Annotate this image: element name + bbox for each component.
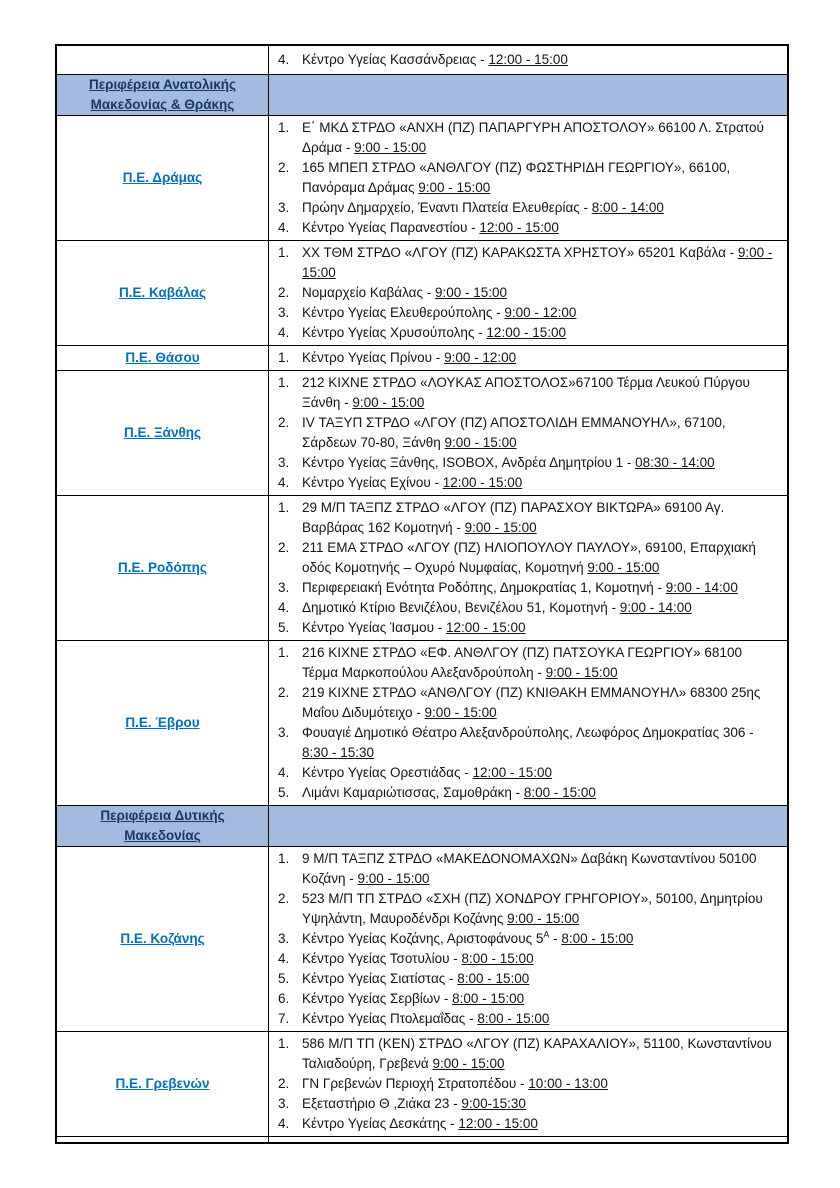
time-range: 8:00 - 15:00 [452, 991, 525, 1006]
location-text [302, 578, 781, 598]
location-item [269, 453, 781, 473]
location-item [269, 323, 781, 343]
location-name: Κέντρο Υγείας Δεσκάτης - [302, 1116, 459, 1131]
time-range: 8:00 - 15:00 [457, 971, 530, 986]
location-item [269, 413, 781, 453]
time-range: 9:00 - 15:00 [302, 245, 773, 280]
time-range: 9:00 - 15:00 [587, 560, 660, 575]
location-item [269, 198, 781, 218]
location-item [269, 538, 781, 578]
location-name: Φουαγιέ Δημοτικό Θέατρο Αλεξανδρούπολης, Λεωφόρος Δημοκρατίας 306 - [302, 725, 754, 740]
time-range: 9:00 - 15:00 [444, 435, 517, 450]
region-row [56, 116, 788, 241]
location-item [269, 158, 781, 198]
region-name-cell [56, 346, 269, 371]
location-item [269, 783, 781, 803]
location-item [269, 578, 781, 598]
location-text [302, 889, 781, 929]
separator-text: - [549, 931, 562, 946]
time-range: 9:00 - 14:00 [619, 600, 692, 615]
region-row [56, 496, 788, 641]
table-body [56, 45, 788, 1143]
item-number: 2. [278, 540, 290, 555]
section-header-label[interactable]: Περιφέρεια Δυτικής Μακεδονίας [100, 808, 225, 843]
location-text [302, 198, 781, 218]
location-item [269, 50, 781, 70]
empty-cell [56, 1137, 269, 1144]
item-number: 3. [278, 931, 290, 946]
item-number: 3. [278, 200, 290, 215]
locations-cell [269, 45, 789, 75]
item-number: 4. [278, 765, 290, 780]
location-item [269, 598, 781, 618]
location-name: 165 ΜΠΕΠ ΣΤΡΔΟ «ΑΝΘΛΓΟΥ (ΠΖ) ΦΩΣΤΗΡΙΔΗ ΓΕΩΡΓΙΟΥ», 66100, Πανόραμα Δράμας [302, 160, 731, 195]
location-name: 9 Μ/Π ΤΑΞΠΖ ΣΤΡΔΟ «ΜΑΚΕΔΟΝΟΜΑΧΩΝ» Δαβάκη Κωνσταντίνου 50100 Κοζάνη - [302, 851, 757, 886]
item-number: 5. [278, 971, 290, 986]
time-range: 12:00 - 15:00 [442, 475, 523, 490]
region-name-cell [56, 496, 269, 641]
item-number: 1. [278, 350, 290, 365]
item-number: 1. [278, 245, 290, 260]
location-item [269, 373, 781, 413]
location-item [269, 889, 781, 929]
location-text [302, 453, 781, 473]
item-number: 1. [278, 645, 290, 660]
location-item [269, 1114, 781, 1134]
time-range: 9:00 - 15:00 [545, 665, 618, 680]
location-item [269, 473, 781, 493]
location-name: Νομαρχείο Καβάλας - [302, 285, 435, 300]
region-link[interactable]: Π.Ε. Γρεβενών [115, 1076, 210, 1091]
time-range: 12:00 - 15:00 [445, 620, 526, 635]
item-number: 1. [278, 375, 290, 390]
time-range: 9:00 - 15:00 [464, 520, 537, 535]
location-name: 586 Μ/Π ΤΠ (ΚΕΝ) ΣΤΡΔΟ «ΛΓΟΥ (ΠΖ) ΚΑΡΑΧΑΛΙΟΥ», 51100, Κωνσταντίνου Ταλιαδούρη, Γρεβενά [302, 1036, 772, 1071]
time-range: 9:00-15:30 [461, 1096, 526, 1111]
location-name: 212 ΚΙΧΝΕ ΣΤΡΔΟ «ΛΟΥΚΑΣ ΑΠΟΣΤΟΛΟΣ»67100 Τέρμα Λευκού Πύργου Ξάνθη - [302, 375, 750, 410]
location-name: Κέντρο Υγείας Τσοτυλίου - [302, 951, 462, 966]
location-name: Κέντρο Υγείας Κασσάνδρειας - [302, 52, 489, 67]
location-text [302, 683, 781, 723]
item-number: 1. [278, 120, 290, 135]
partial-row [56, 1137, 788, 1144]
region-link[interactable]: Π.Ε. Έβρου [125, 715, 200, 730]
time-range: 9:00 - 15:00 [418, 180, 491, 195]
item-number: 1. [278, 500, 290, 515]
item-number: 3. [278, 455, 290, 470]
time-range: 12:00 - 15:00 [486, 325, 566, 340]
location-name: Δημοτικό Κτίριο Βενιζέλου, Βενιζέλου 51, Κομοτηνή - [302, 600, 620, 615]
location-name: Περιφερειακή Ενότητα Ροδόπης, Δημοκρατίας 1, Κομοτηνή - [302, 580, 666, 595]
item-number: 4. [278, 52, 290, 67]
location-text [302, 243, 781, 283]
region-name-cell [56, 45, 269, 75]
item-number: 5. [278, 785, 290, 800]
location-text [302, 598, 781, 618]
region-link[interactable]: Π.Ε. Καβάλας [119, 285, 206, 300]
location-item [269, 949, 781, 969]
section-header-cell [56, 806, 269, 847]
location-text [302, 763, 781, 783]
location-name: Κέντρο Υγείας Ξάνθης, ISOBOX, Ανδρέα Δημητρίου 1 - [302, 455, 636, 470]
location-name: 211 ΕΜΑ ΣΤΡΔΟ «ΛΓΟΥ (ΠΖ) ΗΛΙΟΠΟΥΛΟΥ ΠΑΥΛΟΥ», 69100, Επαρχιακή οδός Κομοτηνής – Οχυρό Νυμφαίας, Κομοτηνή [302, 540, 756, 575]
location-name: Κέντρο Υγείας Παρανεστίου - [302, 220, 480, 235]
location-name: Κέντρο Υγείας Χρυσούπολης - [302, 325, 487, 340]
location-name: Εξεταστήριο Θ ,Ζιάκα 23 - [302, 1096, 462, 1111]
region-link[interactable]: Π.Ε. Ξάνθης [123, 425, 202, 440]
location-item [269, 283, 781, 303]
location-text [302, 348, 781, 368]
locations-cell [269, 116, 789, 241]
location-item [269, 1094, 781, 1114]
location-item [269, 348, 781, 368]
location-name: Κέντρο Υγείας Ορεστιάδας - [302, 765, 473, 780]
time-range: 12:00 - 15:00 [488, 52, 568, 67]
location-text [302, 373, 781, 413]
time-range: 9:00 - 15:00 [354, 140, 427, 155]
time-range: 8:00 - 14:00 [591, 200, 664, 215]
location-name: Κέντρο Υγείας Ελευθερούπολης - [302, 305, 505, 320]
section-header-row [56, 75, 788, 116]
location-item [269, 303, 781, 323]
region-link[interactable]: Π.Ε. Θάσου [125, 350, 200, 365]
location-text [302, 158, 781, 198]
region-row [56, 241, 788, 346]
section-header-empty-cell [269, 75, 789, 116]
location-text [302, 929, 781, 949]
region-name-cell [56, 847, 269, 1032]
item-number: 2. [278, 891, 290, 906]
item-number: 2. [278, 415, 290, 430]
time-range: 9:00 - 15:00 [424, 705, 497, 720]
time-range: 12:00 - 15:00 [458, 1116, 538, 1131]
location-name: ΧΧ ΤΘΜ ΣΤΡΔΟ «ΛΓΟΥ (ΠΖ) ΚΑΡΑΚΩΣΤΑ ΧΡΗΣΤΟΥ» 65201 Καβάλα - [302, 245, 738, 260]
item-number: 3. [278, 305, 290, 320]
location-text [302, 303, 781, 323]
location-item [269, 763, 781, 783]
locations-cell [269, 496, 789, 641]
location-text [302, 1094, 781, 1114]
location-item [269, 683, 781, 723]
region-row [56, 1032, 788, 1137]
region-row [56, 346, 788, 371]
item-number: 2. [278, 1076, 290, 1091]
location-item [269, 1034, 781, 1074]
region-name-cell [56, 641, 269, 806]
locations-cell [269, 1032, 789, 1137]
location-item [269, 218, 781, 238]
time-range: 8:00 - 15:00 [461, 951, 534, 966]
location-name: Κέντρο Υγείας Ίασμου - [302, 620, 446, 635]
item-number: 4. [278, 325, 290, 340]
location-item [269, 989, 781, 1009]
location-name: Κέντρο Υγείας Πτολεμαΐδας - [302, 1011, 478, 1026]
location-item [269, 1009, 781, 1029]
region-name-cell [56, 116, 269, 241]
item-number: 4. [278, 220, 290, 235]
item-number: 6. [278, 991, 290, 1006]
location-text [302, 1114, 781, 1134]
location-text [302, 538, 781, 578]
section-header-cell [56, 75, 269, 116]
time-range: 9:00 - 12:00 [444, 350, 517, 365]
location-text [302, 498, 781, 538]
time-range: 12:00 - 15:00 [479, 220, 559, 235]
item-number: 3. [278, 1096, 290, 1111]
location-text [302, 1074, 781, 1094]
location-text [302, 118, 781, 158]
location-name: Πρώην Δημαρχείο, Έναντι Πλατεία Ελευθερίας - [302, 200, 592, 215]
location-text [302, 283, 781, 303]
time-range: 9:00 - 15:00 [357, 871, 430, 886]
item-number: 4. [278, 951, 290, 966]
location-name: Κέντρο Υγείας Σιατίστας - [302, 971, 458, 986]
locations-cell [269, 241, 789, 346]
time-range: 08:30 - 14:00 [635, 455, 715, 470]
time-range: 12:00 - 15:00 [472, 765, 553, 780]
location-name: 219 ΚΙΧΝΕ ΣΤΡΔΟ «ΑΝΘΛΓΟΥ (ΠΖ) ΚΝΙΘΑΚΗ ΕΜΜΑΝΟΥΗΛ» 68300 25ης Μαΐου Διδυμότειχο - [302, 685, 761, 720]
region-name-cell [56, 241, 269, 346]
location-name: Κέντρο Υγείας Πρίνου - [302, 350, 445, 365]
item-number: 1. [278, 851, 290, 866]
location-text [302, 723, 781, 763]
location-name: ΓΝ Γρεβενών Περιοχή Στρατοπέδου - [302, 1076, 529, 1091]
time-range: 8:00 - 15:00 [477, 1011, 550, 1026]
street-number-superscript: Α [543, 929, 550, 940]
empty-cell [269, 1137, 789, 1144]
location-name: Ε΄ ΜΚΔ ΣΤΡΔΟ «ΑΝΧΗ (ΠΖ) ΠΑΠΑΡΓΥΡΗ ΑΠΟΣΤΟΛΟΥ» 66100 Λ. Στρατού Δράμα - [302, 120, 764, 155]
item-number: 4. [278, 475, 290, 490]
locations-cell [269, 847, 789, 1032]
region-row [56, 371, 788, 496]
item-number: 2. [278, 160, 290, 175]
time-range: 9:00 - 12:00 [504, 305, 577, 320]
location-name: 29 Μ/Π ΤΑΞΠΖ ΣΤΡΔΟ «ΛΓΟΥ (ΠΖ) ΠΑΡΑΣΧΟΥ ΒΙΚΤΩΡΑ» 69100 Αγ. Βαρβάρας 162 Κομοτηνή - [302, 500, 725, 535]
item-number: 4. [278, 1116, 290, 1131]
location-text [302, 1009, 781, 1029]
location-name: Λιμάνι Καμαριώτισσας, Σαμοθράκη - [302, 785, 524, 800]
location-item [269, 849, 781, 889]
location-item [269, 929, 781, 949]
location-name: Κέντρο Υγείας Εχίνου - [302, 475, 443, 490]
location-text [302, 949, 781, 969]
location-text [302, 218, 781, 238]
location-text [302, 618, 781, 638]
time-range: 8:00 - 15:00 [523, 785, 596, 800]
location-text [302, 643, 781, 683]
item-number: 2. [278, 685, 290, 700]
section-header-label[interactable]: Περιφέρεια Ανατολικής Μακεδονίας & Θράκης [88, 77, 237, 112]
item-number: 7. [278, 1011, 290, 1026]
time-range: 10:00 - 13:00 [528, 1076, 608, 1091]
location-item [269, 618, 781, 638]
location-item [269, 969, 781, 989]
location-text [302, 849, 781, 889]
location-name: 216 ΚΙΧΝΕ ΣΤΡΔΟ «ΕΦ. ΑΝΘΛΓΟΥ (ΠΖ) ΠΑΤΣΟΥΚΑ ΓΕΩΡΓΙΟΥ» 68100 Τέρμα Μαρκοπούλου Αλεξανδρούπολη - [302, 645, 742, 680]
region-link[interactable]: Π.Ε. Κοζάνης [120, 931, 205, 946]
location-name: Κέντρο Υγείας Κοζάνης, Αριστοφάνους 5 [302, 931, 544, 946]
vaccination-centers-table [55, 44, 789, 1144]
region-name-cell [56, 371, 269, 496]
item-number: 4. [278, 600, 290, 615]
location-text [302, 50, 781, 70]
location-item [269, 498, 781, 538]
location-text [302, 1034, 781, 1074]
location-name: IV ΤΑΞΥΠ ΣΤΡΔΟ «ΛΓΟΥ (ΠΖ) ΑΠΟΣΤΟΛΙΔΗ ΕΜΜΑΝΟΥΗΛ», 67100, Σάρδεων 70-80, Ξάνθη [302, 415, 726, 450]
item-number: 2. [278, 285, 290, 300]
time-range: 9:00 - 15:00 [432, 1056, 505, 1071]
location-text [302, 989, 781, 1009]
location-text [302, 783, 781, 803]
item-number: 1. [278, 1036, 290, 1051]
location-text [302, 323, 781, 343]
location-item [269, 643, 781, 683]
time-range: 9:00 - 15:00 [352, 395, 425, 410]
region-row [56, 847, 788, 1032]
time-range: 9:00 - 15:00 [434, 285, 508, 300]
time-range: 9:00 - 15:00 [507, 911, 580, 926]
location-item [269, 723, 781, 763]
region-row [56, 641, 788, 806]
locations-cell [269, 346, 789, 371]
location-name: Κέντρο Υγείας Σερβίων - [302, 991, 453, 1006]
region-link[interactable]: Π.Ε. Ροδόπης [118, 560, 207, 575]
location-text [302, 969, 781, 989]
location-item [269, 118, 781, 158]
location-item [269, 1074, 781, 1094]
item-number: 5. [278, 620, 290, 635]
item-number: 3. [278, 725, 290, 740]
location-text [302, 413, 781, 453]
time-range: 9:00 - 14:00 [665, 580, 738, 595]
location-name: 523 Μ/Π ΤΠ ΣΤΡΔΟ «ΣΧΗ (ΠΖ) ΧΟΝΔΡΟΥ ΓΡΗΓΟΡΙΟΥ», 50100, Δημητρίου Υψηλάντη, Μαυροδένδρι Κοζάνης [302, 891, 763, 926]
locations-cell [269, 641, 789, 806]
location-text [302, 473, 781, 493]
locations-cell [269, 371, 789, 496]
time-range: 8:30 - 15:30 [302, 745, 375, 760]
section-header-row [56, 806, 788, 847]
time-range: 8:00 - 15:00 [561, 931, 634, 946]
location-item [269, 243, 781, 283]
region-name-cell [56, 1032, 269, 1137]
section-header-empty-cell [269, 806, 789, 847]
region-link[interactable]: Π.Ε. Δράμας [122, 170, 203, 185]
item-number: 3. [278, 580, 290, 595]
continuation-row [56, 45, 788, 75]
